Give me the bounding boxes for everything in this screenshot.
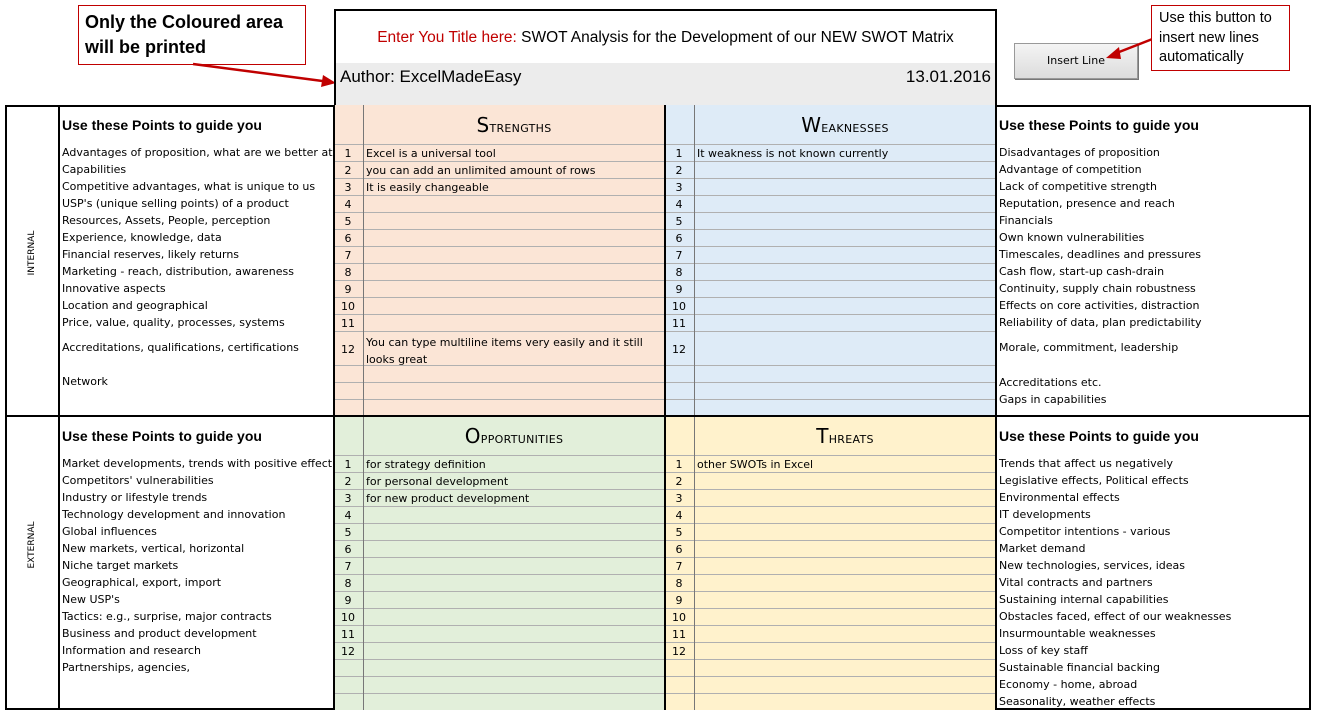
external-right-guide-item: Seasonality, weather effects: [999, 695, 1156, 708]
strengths-row-line: [334, 246, 665, 247]
number-column-divider: [363, 105, 364, 710]
internal-right-guide-item: Advantage of competition: [999, 163, 1142, 176]
strengths-item[interactable]: It is easily changeable: [366, 181, 489, 194]
external-right-guide-item: Environmental effects: [999, 491, 1120, 504]
internal-right-guide-item: Disadvantages of proposition: [999, 146, 1160, 159]
external-left-guide-item: Tactics: e.g., surprise, major contracts: [62, 610, 272, 623]
external-left-guide-item: Global influences: [62, 525, 157, 538]
strengths-row-line: [334, 144, 665, 145]
strengths-row-number: 11: [341, 317, 355, 330]
internal-right-guide-item: Accreditations etc.: [999, 376, 1102, 389]
threats-row-number: 3: [675, 492, 683, 505]
opportunities-row-number: 2: [344, 475, 352, 488]
opportunities-row-line: [334, 489, 665, 490]
opportunities-row-line: [334, 540, 665, 541]
opportunities-row-line: [334, 557, 665, 558]
external-right-guide-item: Sustainable financial backing: [999, 661, 1160, 674]
strengths-row-number: 2: [344, 164, 352, 177]
external-left-guide-heading: Use these Points to guide you: [62, 428, 262, 444]
strengths-row-number: 5: [344, 215, 352, 228]
threats-row-line: [665, 608, 996, 609]
weaknesses-row-number: 3: [675, 181, 683, 194]
strengths-item[interactable]: Excel is a universal tool: [366, 147, 496, 160]
internal-right-guide-item: Morale, commitment, leadership: [999, 341, 1179, 354]
threats-heading: [694, 424, 996, 448]
internal-right-guide-item: Effects on core activities, distraction: [999, 299, 1200, 312]
external-label: EXTERNAL: [27, 521, 37, 569]
opportunities-item[interactable]: for personal development: [366, 475, 509, 488]
opportunities-row-line: [334, 506, 665, 507]
strengths-row-line: [334, 382, 665, 383]
internal-right-guide-item: Reliability of data, plan predictability: [999, 316, 1202, 329]
weaknesses-row-number: 9: [675, 283, 683, 296]
threats-row-number: 11: [672, 628, 686, 641]
weaknesses-row-number: 5: [675, 215, 683, 228]
strengths-row-line: [334, 280, 665, 281]
internal-left-guide-item: Resources, Assets, People, perception: [62, 214, 271, 227]
opportunities-heading: [363, 424, 665, 448]
opportunities-row-number: 9: [344, 594, 352, 607]
threats-row-number: 2: [675, 475, 683, 488]
external-right-guide-item: Loss of key staff: [999, 644, 1088, 657]
external-left-guide-item: Business and product development: [62, 627, 257, 640]
threats-row-line: [665, 625, 996, 626]
weaknesses-row-line: [665, 314, 996, 315]
threats-row-line: [665, 472, 996, 473]
internal-left-guide-item: USP's (unique selling points) of a product: [62, 197, 289, 210]
date-label[interactable]: 13.01.2016: [905, 67, 991, 86]
external-left-guide-item: Niche target markets: [62, 559, 179, 572]
strengths-row-line: [334, 195, 665, 196]
threats-heading-rest: HREATS: [828, 433, 874, 446]
title-line[interactable]: [336, 29, 995, 47]
internal-left-guide-item: Financial reserves, likely returns: [62, 248, 240, 261]
external-right-guide-item: Economy - home, abroad: [999, 678, 1138, 691]
weaknesses-row-line: [665, 246, 996, 247]
strengths-item[interactable]: you can add an unlimited amount of rows: [366, 164, 596, 177]
strengths-row-number: 1: [344, 147, 352, 160]
section-divider: [5, 415, 1311, 417]
weaknesses-row-number: 6: [675, 232, 683, 245]
opportunities-row-number: 7: [344, 560, 352, 573]
external-left-guide-item: Information and research: [62, 644, 201, 657]
internal-left-guide-item: Advantages of proposition, what are we better at: [62, 146, 333, 159]
print-area-note: Only the Coloured area will be printed: [78, 5, 306, 65]
opportunities-row-number: 5: [344, 526, 352, 539]
internal-left-guide-item: Accreditations, qualifications, certifications: [62, 341, 299, 354]
external-left-guide-item: Geographical, export, import: [62, 576, 222, 589]
external-right-guide-item: Sustaining internal capabilities: [999, 593, 1169, 606]
opportunities-row-line: [334, 625, 665, 626]
weaknesses-row-line: [665, 178, 996, 179]
strengths-row-number: 3: [344, 181, 352, 194]
internal-left-guide-item: Capabilities: [62, 163, 127, 176]
external-right-guide-item: Market demand: [999, 542, 1086, 555]
internal-right-guide-item: Financials: [999, 214, 1053, 227]
internal-left-guide-item: Network: [62, 375, 108, 388]
external-left-guide-item: Partnerships, agencies,: [62, 661, 191, 674]
threats-row-number: 1: [675, 458, 683, 471]
callout-arrow-left: [190, 60, 340, 90]
external-left-guide-item: Competitors' vulnerabilities: [62, 474, 214, 487]
opportunities-row-number: 10: [341, 611, 355, 624]
weaknesses-row-number: 1: [675, 147, 683, 160]
internal-left-guide-item: Experience, knowledge, data: [62, 231, 222, 244]
internal-right-guide-item: Cash flow, start-up cash-drain: [999, 265, 1165, 278]
external-right-guide-item: Obstacles faced, effect of our weaknesses: [999, 610, 1232, 623]
external-right-guide-item: Trends that affect us negatively: [999, 457, 1173, 470]
weaknesses-row-line: [665, 144, 996, 145]
internal-right-guide-item: Own known vulnerabilities: [999, 231, 1145, 244]
opportunities-row-number: 11: [341, 628, 355, 641]
weaknesses-row-line: [665, 331, 996, 332]
internal-left-guide-heading: Use these Points to guide you: [62, 117, 262, 133]
strengths-row-line: [334, 399, 665, 400]
strengths-row-line: [334, 263, 665, 264]
internal-right-guide-item: Continuity, supply chain robustness: [999, 282, 1196, 295]
strengths-row-number: 8: [344, 266, 352, 279]
strengths-row-number: 9: [344, 283, 352, 296]
insert-line-button[interactable]: Insert Line: [1014, 43, 1138, 79]
weaknesses-row-line: [665, 229, 996, 230]
weaknesses-row-number: 11: [672, 317, 686, 330]
grid-divider: [333, 105, 335, 710]
threats-row-line: [665, 506, 996, 507]
opportunities-row-line: [334, 608, 665, 609]
external-left-guide-item: Industry or lifestyle trends: [62, 491, 208, 504]
page-title: SWOT Analysis for the Development of our NEW SWOT Matrix: [521, 29, 954, 46]
internal-left-guide-item: Marketing - reach, distribution, awareness: [62, 265, 294, 278]
opportunities-row-line: [334, 574, 665, 575]
weaknesses-row-line: [665, 280, 996, 281]
opportunities-heading-initial: O: [464, 424, 481, 448]
threats-row-number: 8: [675, 577, 683, 590]
number-column-divider: [694, 105, 695, 710]
threats-row-number: 12: [672, 645, 686, 658]
external-left-guide-item: New markets, vertical, horizontal: [62, 542, 245, 555]
external-right-guide-item: Competitor intentions - various: [999, 525, 1171, 538]
external-right-guide-item: IT developments: [999, 508, 1091, 521]
weaknesses-row-line: [665, 297, 996, 298]
weaknesses-row-line: [665, 195, 996, 196]
internal-right-guide-item: Lack of competitive strength: [999, 180, 1157, 193]
opportunities-row-line: [334, 455, 665, 456]
author-row: [336, 63, 995, 105]
grid-divider: [58, 105, 60, 710]
strengths-item[interactable]: You can type multiline items very easily and it still looks great: [366, 336, 643, 366]
opportunities-row-number: 12: [341, 645, 355, 658]
internal-right-guide-item: Timescales, deadlines and pressures: [999, 248, 1201, 261]
external-right-guide-heading: Use these Points to guide you: [999, 428, 1199, 444]
external-left-guide-item: Market developments, trends with positive effect: [62, 457, 333, 470]
threats-row-number: 5: [675, 526, 683, 539]
threats-row-number: 9: [675, 594, 683, 607]
grid-divider: [995, 105, 997, 710]
strengths-row-line: [334, 161, 665, 162]
weaknesses-row-line: [665, 263, 996, 264]
internal-right-guide-heading: Use these Points to guide you: [999, 117, 1199, 133]
strengths-row-number: 6: [344, 232, 352, 245]
strengths-heading: [363, 113, 665, 137]
opportunities-item[interactable]: for new product development: [366, 492, 530, 505]
threats-row-line: [665, 591, 996, 592]
internal-right-guide-item: Gaps in capabilities: [999, 393, 1107, 406]
internal-left-guide-item: Location and geographical: [62, 299, 208, 312]
strengths-heading-rest: TRENGTHS: [489, 122, 552, 135]
strengths-row-line: [334, 178, 665, 179]
threats-row-line: [665, 642, 996, 643]
weaknesses-row-number: 7: [675, 249, 683, 262]
threats-row-line: [665, 540, 996, 541]
strengths-heading-initial: S: [476, 113, 490, 137]
opportunities-row-line: [334, 659, 665, 660]
strengths-row-line: [334, 297, 665, 298]
weaknesses-row-line: [665, 382, 996, 383]
threats-row-line: [665, 693, 996, 694]
internal-left-guide-item: Innovative aspects: [62, 282, 166, 295]
weaknesses-row-line: [665, 212, 996, 213]
weaknesses-row-number: 10: [672, 300, 686, 313]
internal-left-guide-item: Competitive advantages, what is unique to us: [62, 180, 316, 193]
strengths-row-number: 10: [341, 300, 355, 313]
threats-row-number: 6: [675, 543, 683, 556]
external-right-guide-item: Insurmountable weaknesses: [999, 627, 1156, 640]
opportunities-row-line: [334, 591, 665, 592]
strengths-row-line: [334, 212, 665, 213]
weaknesses-row-number: 2: [675, 164, 683, 177]
threats-row-number: 10: [672, 611, 686, 624]
strengths-row-line: [334, 331, 665, 332]
threats-row-line: [665, 489, 996, 490]
threats-heading-initial: T: [816, 424, 829, 448]
opportunities-row-line: [334, 523, 665, 524]
weaknesses-heading-initial: W: [801, 113, 822, 137]
internal-right-guide-item: Reputation, presence and reach: [999, 197, 1175, 210]
strengths-row-number: 4: [344, 198, 352, 211]
opportunities-row-line: [334, 472, 665, 473]
weaknesses-row-line: [665, 365, 996, 366]
opportunities-row-line: [334, 693, 665, 694]
opportunities-row-number: 1: [344, 458, 352, 471]
opportunities-row-line: [334, 642, 665, 643]
threats-row-line: [665, 659, 996, 660]
weaknesses-row-line: [665, 161, 996, 162]
threats-row-number: 4: [675, 509, 683, 522]
threats-row-line: [665, 557, 996, 558]
external-right-guide-item: Vital contracts and partners: [999, 576, 1153, 589]
weaknesses-heading: [694, 113, 996, 137]
internal-left-guide-item: Price, value, quality, processes, systems: [62, 316, 285, 329]
threats-row-line: [665, 574, 996, 575]
threats-item[interactable]: other SWOTs in Excel: [697, 458, 814, 471]
strengths-row-number: 12: [341, 342, 355, 356]
opportunities-row-number: 8: [344, 577, 352, 590]
external-left-guide-item: Technology development and innovation: [62, 508, 286, 521]
threats-row-line: [665, 676, 996, 677]
author-label[interactable]: Author: ExcelMadeEasy: [340, 67, 522, 86]
grid-divider: [664, 105, 666, 710]
threats-row-number: 7: [675, 560, 683, 573]
weaknesses-heading-rest: EAKNESSES: [821, 122, 889, 135]
title-header: [334, 9, 997, 105]
threats-row-line: [665, 455, 996, 456]
weaknesses-row-number: 8: [675, 266, 683, 279]
weaknesses-row-number: 12: [672, 342, 686, 356]
strengths-row-line: [334, 314, 665, 315]
external-right-guide-item: Legislative effects, Political effects: [999, 474, 1189, 487]
insert-button-note: Use this button to insert new lines automatically: [1151, 5, 1290, 71]
opportunities-heading-rest: PPORTUNITIES: [480, 433, 564, 446]
opportunities-row-line: [334, 676, 665, 677]
opportunities-row-number: 3: [344, 492, 352, 505]
weaknesses-row-number: 4: [675, 198, 683, 211]
threats-row-line: [665, 523, 996, 524]
external-right-guide-item: New technologies, services, ideas: [999, 559, 1186, 572]
weaknesses-row-line: [665, 399, 996, 400]
strengths-row-number: 7: [344, 249, 352, 262]
opportunities-row-number: 6: [344, 543, 352, 556]
opportunities-row-number: 4: [344, 509, 352, 522]
external-left-guide-item: New USP's: [62, 593, 120, 606]
strengths-row-line: [334, 229, 665, 230]
internal-label: INTERNAL: [27, 230, 37, 276]
weaknesses-item[interactable]: It weakness is not known currently: [697, 147, 889, 160]
title-prompt: Enter You Title here:: [377, 29, 517, 46]
opportunities-item[interactable]: for strategy definition: [366, 458, 486, 471]
